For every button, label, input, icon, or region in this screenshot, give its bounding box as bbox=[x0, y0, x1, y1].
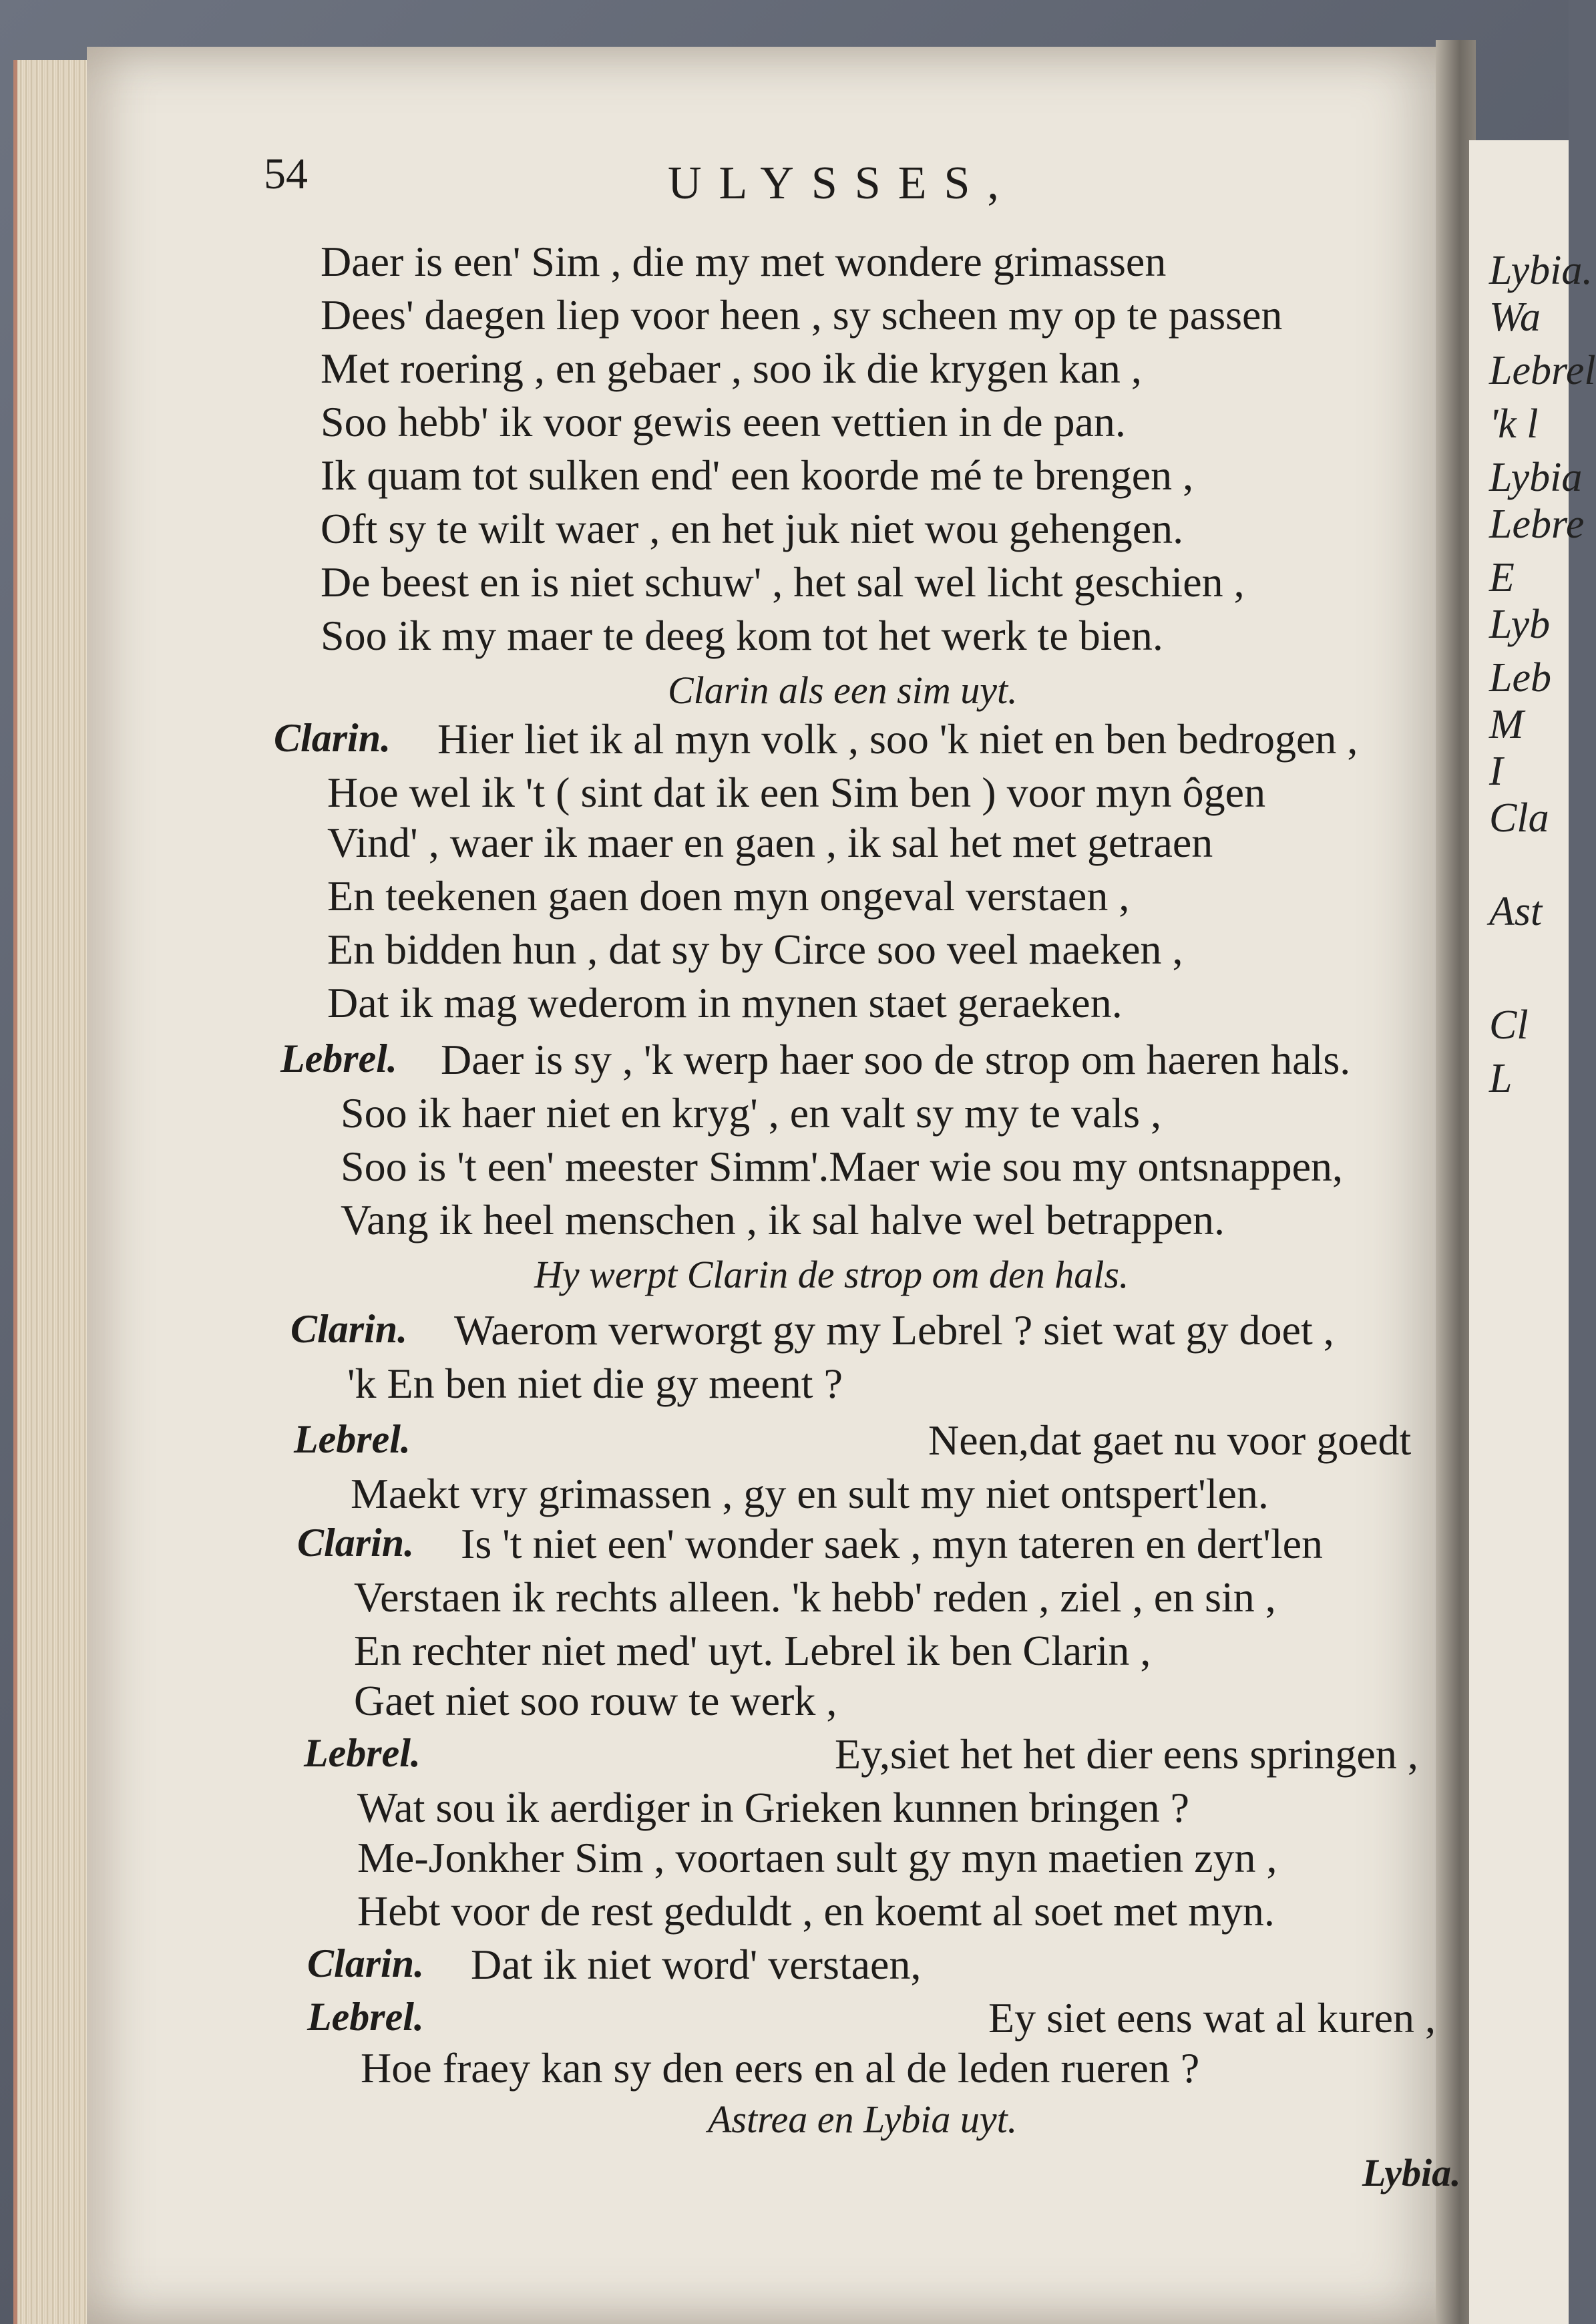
facing-page-fragment: L bbox=[1489, 1056, 1513, 1101]
stage-direction: Astrea en Lybia uyt. bbox=[708, 2098, 1018, 2141]
dialogue-line: Is 't niet een' wonder saek , myn tateren en dert'len bbox=[461, 1520, 1323, 1567]
dialogue-line: En teekenen gaen doen myn ongeval verstaen , bbox=[327, 872, 1130, 920]
facing-page-fragment: Leb bbox=[1489, 655, 1551, 701]
dialogue-line: Hoe fraey kan sy den eers en al de leden rueren ? bbox=[361, 2044, 1200, 2092]
dialogue-line: Waerom verworgt gy my Lebrel ? siet wat gy doet , bbox=[454, 1306, 1334, 1354]
dialogue-line: Verstaen ik rechts alleen. 'k hebb' reden , ziel , en sin , bbox=[354, 1573, 1276, 1621]
dialogue-line: Soo is 't een' meester Simm'.Maer wie sou my ontsnappen, bbox=[341, 1143, 1344, 1190]
speaker-name: Lebrel. bbox=[294, 1417, 411, 1461]
facing-page-fragment: I bbox=[1489, 749, 1503, 794]
dialogue-line: Dat ik mag wederom in mynen staet geraeken. bbox=[327, 979, 1123, 1026]
facing-page-fragment: 'k l bbox=[1489, 401, 1539, 447]
verse-line: Soo hebb' ik voor gewis eeen vettien in de pan. bbox=[321, 398, 1126, 445]
verse-line: Ik quam tot sulken end' een koorde mé te brengen , bbox=[321, 451, 1194, 499]
speaker-name: Lebrel. bbox=[280, 1036, 397, 1081]
verse-line: Daer is een' Sim , die my met wondere grimassen bbox=[321, 238, 1167, 285]
facing-page-fragment: Lebrel bbox=[1489, 348, 1596, 393]
dialogue-line: Soo ik haer niet en kryg' , en valt sy my te vals , bbox=[341, 1089, 1162, 1137]
dialogue-line: Gaet niet soo rouw te werk , bbox=[354, 1677, 837, 1724]
verse-line: Soo ik my maer te deeg kom tot het werk te bien. bbox=[321, 612, 1163, 659]
speaker-name: Clarin. bbox=[307, 1941, 425, 1985]
stage-direction: Clarin als een sim uyt. bbox=[668, 668, 1018, 712]
facing-page-fragment: Lyb bbox=[1489, 602, 1551, 647]
dialogue-line: Vind' , waer ik maer en gaen , ik sal het met getraen bbox=[327, 819, 1213, 866]
speaker-name: Lebrel. bbox=[307, 1995, 424, 2039]
speaker-name: Clarin. bbox=[290, 1307, 408, 1351]
dialogue-line: Daer is sy , 'k werp haer soo de strop om haeren hals. bbox=[441, 1036, 1351, 1083]
catchword: Lybia. bbox=[1362, 2151, 1461, 2194]
dialogue-line: Ey,siet het het dier eens springen , bbox=[835, 1730, 1418, 1778]
stage-direction: Hy werpt Clarin de strop om den hals. bbox=[534, 1253, 1129, 1296]
facing-page-fragment: Cl bbox=[1489, 1002, 1529, 1048]
speaker-name: Clarin. bbox=[297, 1521, 415, 1565]
dialogue-line: Ey siet eens wat al kuren , bbox=[988, 1994, 1436, 2042]
dialogue-line: Hoe wel ik 't ( sint dat ik een Sim ben ) voor myn ôgen bbox=[327, 769, 1266, 816]
dialogue-line: En rechter niet med' uyt. Lebrel ik ben Clarin , bbox=[354, 1627, 1151, 1674]
facing-page-fragment: E bbox=[1489, 555, 1515, 600]
dialogue-line: Maekt vry grimassen , gy en sult my niet ontspert'len. bbox=[351, 1470, 1269, 1517]
facing-page-fragment: Ast bbox=[1489, 889, 1543, 934]
speaker-name: Clarin. bbox=[274, 716, 391, 760]
dialogue-line: Dat ik niet word' verstaen, bbox=[471, 1941, 922, 1988]
verse-line: Met roering , en gebaer , soo ik die krygen kan , bbox=[321, 345, 1142, 392]
dialogue-line: 'k En ben niet die gy meent ? bbox=[347, 1360, 843, 1407]
dialogue-line: Vang ik heel menschen , ik sal halve wel betrappen. bbox=[341, 1196, 1225, 1243]
dialogue-line: Wat sou ik aerdiger in Grieken kunnen bringen ? bbox=[357, 1784, 1189, 1831]
page-number: 54 bbox=[264, 150, 308, 198]
facing-page-fragment: Cla bbox=[1489, 795, 1549, 841]
dialogue-line: Me-Jonkher Sim , voortaen sult gy myn maetien zyn , bbox=[357, 1834, 1277, 1881]
speaker-name: Lebrel. bbox=[304, 1731, 421, 1775]
facing-page-fragment: M bbox=[1489, 702, 1524, 747]
facing-page-fragment: Lybia. bbox=[1489, 248, 1593, 293]
dialogue-line: Neen,dat gaet nu voor goedt bbox=[928, 1416, 1412, 1464]
facing-page-fragment: Lebre bbox=[1489, 502, 1585, 547]
verse-line: Dees' daegen liep voor heen , sy scheen my op te passen bbox=[321, 291, 1283, 339]
verse-line: Oft sy te wilt waer , en het juk niet wou gehengen. bbox=[321, 505, 1184, 552]
dialogue-line: Hier liet ik al myn volk , soo 'k niet en ben bedrogen , bbox=[437, 715, 1358, 763]
facing-page-fragment: Lybia bbox=[1489, 455, 1583, 500]
running-head: ULYSSES, bbox=[668, 158, 1016, 209]
verse-line: De beest en is niet schuw' , het sal wel licht geschien , bbox=[321, 558, 1245, 606]
dialogue-line: En bidden hun , dat sy by Circe soo veel maeken , bbox=[327, 926, 1183, 973]
dialogue-line: Hebt voor de rest geduldt , en koemt al soet met myn. bbox=[357, 1887, 1275, 1935]
facing-page-fragment: Wa bbox=[1489, 295, 1541, 340]
book-page-right bbox=[1469, 140, 1596, 2324]
